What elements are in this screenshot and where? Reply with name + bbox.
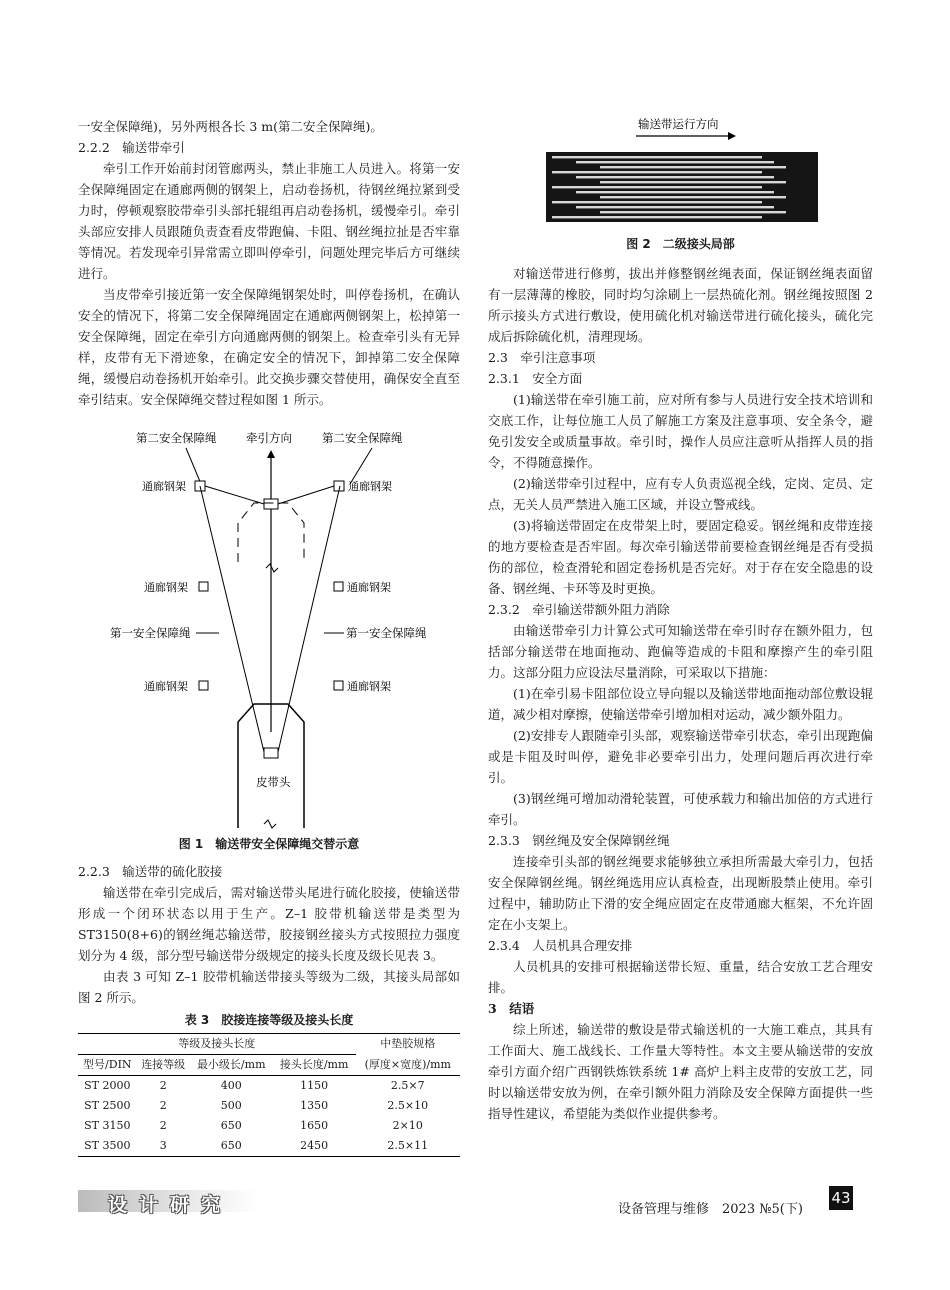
paragraph: 人员机具的安排可根据输送带长短、重量，结合安放工艺合理安排。 (488, 959, 873, 995)
table-header: 型号/DIN (83, 1058, 132, 1071)
fig1-label-first-rope-right: 第一安全保障绳 (346, 626, 427, 640)
fig1-label-second-rope-right: 第二安全保障绳 (322, 431, 403, 445)
table-header: 最小级长/mm (196, 1058, 266, 1071)
svg-text:通廊钢架: 通廊钢架 (347, 680, 391, 693)
steel-cord (576, 191, 774, 193)
frame-top-right (334, 479, 392, 493)
paragraph: 对输送带进行修剪，拔出并修整钢丝绳表面，保证钢丝绳表面留有一层薄薄的橡胶，同时均匀涂刷上一层热硫化剂。钢丝绳按照图 2 所示接头方式进行敷设，使用硫化机对输送带进行硫化接头，硫化完成后拆除硫化机，清理现场。 (488, 266, 873, 344)
left-column (78, 116, 460, 1157)
svg-text:通廊钢架: 通廊钢架 (144, 680, 188, 693)
paragraph: 当皮带牵引接近第一安全保障绳钢架处时，叫停卷扬机，在确认安全的情况下，将第二安全保障绳固定在通廊两侧钢架上，松掉第一安全保障绳，固定在牵引方向通廊两侧的钢架上。检查牵引头有无异样，皮带有无下滑迹象，在确定安全的情况下，卸掉第二安全保障绳，缓慢启动卷扬机开始牵引。此交换步骤交替使用，确保安全直至牵引结束。安全保障绳交替过程如图 1 所示。 (78, 287, 460, 407)
section-banner (78, 1190, 258, 1216)
page-number: 43 (829, 1186, 853, 1210)
steel-cord (576, 161, 774, 163)
heading-2-3-2: 2.3.2 牵引输送带额外阻力消除 (488, 602, 670, 617)
figure-2-caption: 图 2 二级接头局部 (626, 237, 735, 251)
table-3 (78, 1033, 460, 1157)
steel-cord (600, 166, 786, 168)
heading-2-3: 2.3 牵引注意事项 (488, 350, 596, 365)
steel-cord (600, 181, 786, 183)
paragraph: 由输送带牵引力计算公式可知输送带在牵引时存在额外阻力，包括部分输送带在地面拖动、跑偏等造成的卡阻和摩擦产生的牵引阻力。这部分阻力应设法尽量消除，可采取以下措施： (488, 623, 873, 680)
fig2-label-direction: 输送带运行方向 (638, 117, 719, 131)
heading-2-3-1: 2.3.1 安全方面 (488, 371, 583, 386)
table-row: ST 2000 2 400 1150 2.5×7 (84, 1079, 425, 1092)
table-group-header: 中垫胶规格 (380, 1037, 436, 1051)
heading-2-3-3: 2.3.3 钢丝绳及安全保障钢丝绳 (488, 833, 670, 848)
table-3-caption: 表 3 胶接连接等级及接头长度 (184, 1013, 354, 1027)
table-header: 连接等级 (141, 1058, 186, 1071)
figure-1 (78, 418, 460, 830)
steel-cord (552, 186, 762, 188)
paragraph: 连接牵引头部的钢丝绳要求能够独立承担所需最大牵引力，包括安全保障钢丝绳。钢丝绳选用应认真检查，出现断股禁止使用。牵引过程中，辅助防止下滑的安全绳应固定在皮带通廊大框架，不允许固定在小支架上。 (488, 854, 873, 932)
fig1-label-first-rope-left: 第一安全保障绳 (110, 626, 191, 640)
paragraph: (1)输送带在牵引施工前，应对所有参与人员进行安全技术培训和交底工作，让每位施工人员了解施工方案及注意事项、安全条令，避免引发安全或质量事故。牵引时，操作人员应注意听从指挥人员的指令，不得随意操作。 (488, 392, 873, 470)
fig1-label-belt-head: 皮带头 (256, 775, 291, 789)
paragraph: 牵引工作开始前封闭管廊两头，禁止非施工人员进入。将第一安全保障绳固定在通廊两侧的钢架上，启动卷扬机，待钢丝绳拉紧到受力时，停顿观察胶带牵引头部托辊组再启动卷扬机，缓慢牵引。牵引头部应安排人员跟随负责查看皮带跑偏、卡阻、钢丝绳拉扯是否牢靠等情况。若发现牵引异常需立即叫停牵引，问题处理完毕后方可继续进行。 (78, 161, 460, 281)
steel-cord (576, 206, 774, 208)
journal-info: 设备管理与维修 2023 №5(下) (618, 1202, 803, 1217)
paragraph: 一安全保障绳)，另外两根各长 3 m(第二安全保障绳)。 (78, 119, 383, 134)
first-rope-left (200, 486, 264, 752)
fig1-label-direction: 牵引方向 (246, 431, 292, 445)
steel-cord (600, 211, 786, 213)
table-header: 接头长度/mm (279, 1058, 349, 1071)
page-footer (0, 1186, 950, 1226)
paragraph: (3)钢丝绳可增加动滑轮装置，可使承载力和输出加倍的方式进行牵引。 (488, 791, 873, 827)
heading-2-3-4: 2.3.4 人员机具合理安排 (488, 938, 633, 953)
steel-cord (576, 176, 774, 178)
heading-2-2-2: 2.2.2 输送带牵引 (78, 140, 185, 155)
table-row: ST 2500 2 500 1350 2.5×10 (84, 1099, 429, 1112)
figure-2 (488, 112, 873, 230)
paragraph: (2)安排专人跟随牵引头部，观察输送带牵引状态，牵引出现跑偏或是卡阻及时叫停，避免非必要牵引出力，处理问题后再次进行牵引。 (488, 728, 873, 785)
first-rope-right (278, 486, 340, 752)
svg-text:通廊钢架: 通廊钢架 (144, 581, 188, 594)
steel-cord (552, 156, 762, 158)
frame-mid-left (144, 580, 208, 594)
frame-top-left (142, 479, 205, 493)
steel-cord (552, 171, 762, 173)
table-group-header: 等级及接头长度 (78, 1034, 356, 1055)
table-row: ST 3150 2 650 1650 2×10 (84, 1119, 423, 1132)
heading-3: 3 结语 (488, 1001, 535, 1016)
table-header: (厚度×宽度)/mm (364, 1057, 451, 1071)
fig1-label-second-rope-left: 第二安全保障绳 (136, 431, 217, 445)
paragraph: (3)将输送带固定在皮带架上时，要固定稳妥。钢丝绳和皮带连接的地方要检查是否牢固。每次牵引输送带前要检查钢丝绳是否有受损伤的部位，检查滑轮和固定卷扬机是否完好。对于存在安全隐患的设备、钢丝绳、卡环等及时更换。 (488, 518, 873, 596)
svg-text:通廊钢架: 通廊钢架 (348, 480, 392, 493)
steel-cord (552, 201, 762, 203)
svg-text:通廊钢架: 通廊钢架 (142, 480, 186, 493)
paragraph: (1)在牵引易卡阻部位设立导向辊以及输送带地面拖动部位敷设辊道，减少相对摩擦，使输送带牵引增加相对运动，减少额外阻力。 (488, 686, 873, 722)
svg-text:通廊钢架: 通廊钢架 (347, 581, 391, 594)
heading-2-2-3: 2.2.3 输送带的硫化胶接 (78, 864, 223, 879)
steel-cord (552, 216, 762, 218)
steel-cord (600, 196, 786, 198)
right-column (488, 112, 873, 1124)
paragraph: 输送带在牵引完成后，需对输送带头尾进行硫化胶接，使输送带形成一个闭环状态以用于生产。Z–1 胶带机输送带是类型为 ST3150(8+6)的钢丝绳芯输送带，胶接钢丝接头方式按照拉力强度划分为 4 级，部分型号输送带分级规定的接头长度及级长见表 3。 (78, 885, 460, 963)
paragraph: (2)输送带牵引过程中，应有专人负责巡视全线，定岗、定员、定点，无关人员严禁进入施工区域，并设立警戒线。 (488, 476, 873, 512)
paragraph: 由表 3 可知 Z–1 胶带机输送带接头等级为二级，其接头局部如图 2 所示。 (78, 969, 460, 1005)
paragraph: 综上所述，输送带的敷设是带式输送机的一大施工难点，其具有工作面大、施工战线长、工作量大等特性。本文主要从输送带的安放牵引方面介绍广西钢铁炼铁系统 1# 高炉上料主皮带的安放工艺，同时以输送带安放为例，在牵引额外阻力消除及安全保障方面提供一些指导性建议，希望能为类似作业提供参考。 (488, 1022, 873, 1121)
frame-low-left (144, 679, 208, 693)
frame-low-right (334, 679, 391, 693)
frame-mid-right (334, 580, 391, 594)
figure-1-caption: 图 1 输送带安全保障绳交替示意 (178, 837, 360, 851)
table-row: ST 3500 3 650 2450 2.5×11 (78, 1136, 460, 1157)
section-label: 设计研究 (108, 1194, 233, 1216)
